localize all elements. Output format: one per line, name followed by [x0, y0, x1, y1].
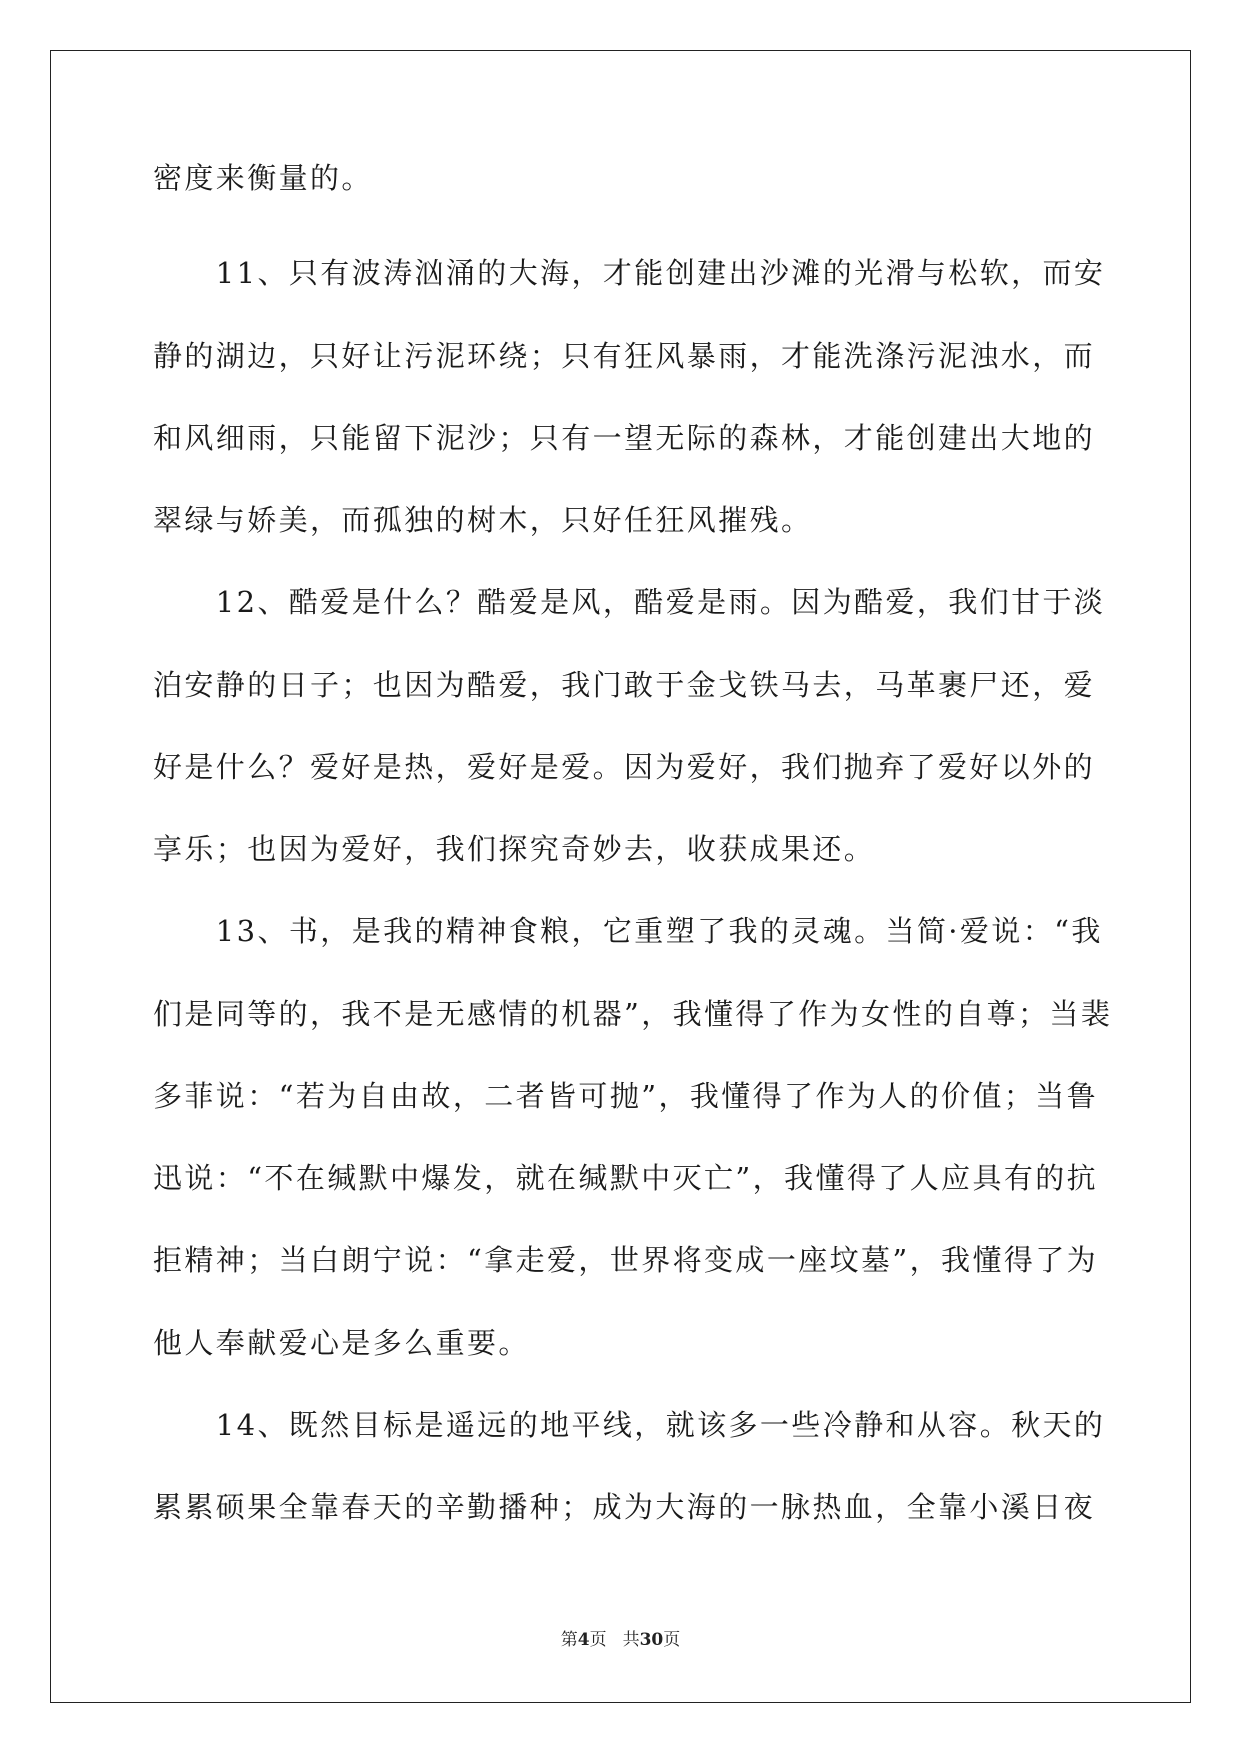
text-line-14: 拒精神；当白朗宁说：“拿走爱，世界将变成一座坟墓”，我懂得了为 — [153, 1243, 1099, 1277]
footer-total-prefix: 共 — [622, 1630, 640, 1650]
text-line-15: 他人奉献爱心是多么重要。 — [153, 1326, 530, 1360]
text-line-1: 密度来衡量的。 — [153, 161, 373, 195]
footer-prefix: 第 — [560, 1630, 578, 1650]
text-line-8: 好是什么？爱好是热，爱好是爱。因为爱好，我们抛弃了爱好以外的 — [153, 750, 1096, 784]
text-line-6: 12、酷爱是什么？酷爱是风，酷爱是雨。因为酷爱，我们甘于淡 — [153, 585, 1106, 619]
page-footer — [0, 1628, 1241, 1652]
text-line-4: 和风细雨，只能留下泥沙；只有一望无际的森林，才能创建出大地的 — [153, 421, 1096, 455]
text-line-9: 享乐；也因为爱好，我们探究奇妙去，收获成果还。 — [153, 832, 876, 866]
text-line-3: 静的湖边，只好让污泥环绕；只有狂风暴雨，才能洗涤污泥浊水，而 — [153, 339, 1096, 373]
footer-page-number: 4 — [577, 1630, 590, 1650]
footer-page-suffix: 页 — [589, 1630, 607, 1650]
footer-total-suffix: 页 — [663, 1630, 681, 1650]
text-line-7: 泊安静的日子；也因为酷爱，我门敢于金戈铁马去，马革裹尸还，爱 — [153, 668, 1096, 702]
text-line-12: 多菲说：“若为自由故，二者皆可抛”，我懂得了作为人的价值；当鲁 — [153, 1079, 1099, 1113]
text-line-16: 14、既然目标是遥远的地平线，就该多一些冷静和从容。秋天的 — [153, 1408, 1106, 1442]
text-line-5: 翠绿与娇美，而孤独的树木，只好任狂风摧残。 — [153, 503, 813, 537]
text-line-2: 11、只有波涛汹涌的大海，才能创建出沙滩的光滑与松软，而安 — [153, 256, 1106, 290]
footer-total-pages: 30 — [639, 1630, 664, 1650]
text-line-11: 们是同等的，我不是无感情的机器”，我懂得了作为女性的自尊；当裴 — [153, 997, 1113, 1031]
text-line-17: 累累硕果全靠春天的辛勤播种；成为大海的一脉热血，全靠小溪日夜 — [153, 1490, 1096, 1524]
text-line-13: 迅说：“不在缄默中爆发，就在缄默中灭亡”，我懂得了人应具有的抗 — [153, 1161, 1099, 1195]
page-border — [50, 50, 1191, 1703]
text-line-10: 13、书，是我的精神食粮，它重塑了我的灵魂。当简·爱说：“我 — [153, 914, 1103, 948]
